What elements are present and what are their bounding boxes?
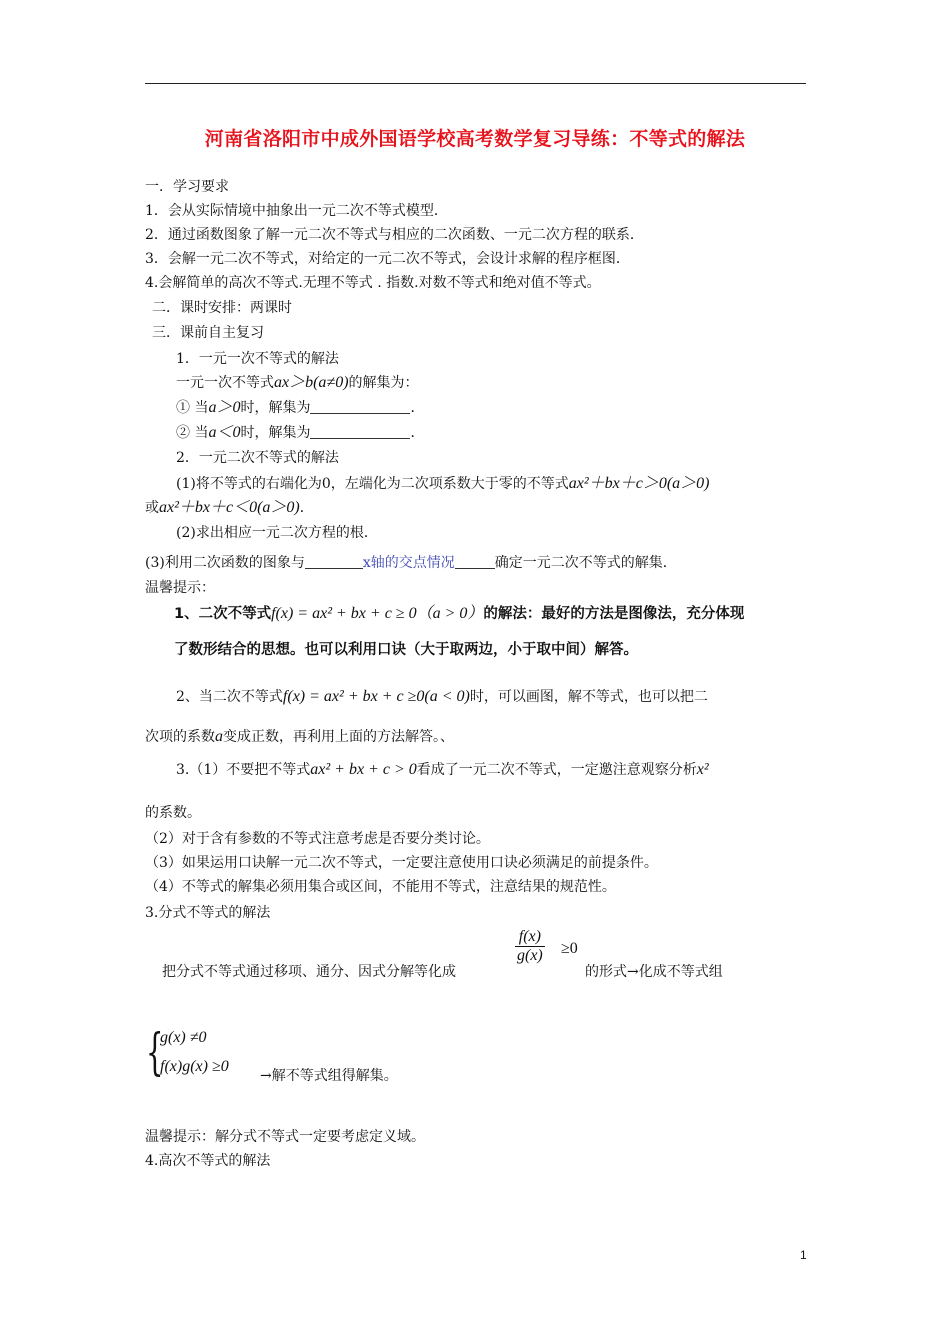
tip-2-c-post: 变成正数，再利用上面的方法解答。、 — [223, 729, 454, 745]
step-3-blank-right[interactable] — [455, 554, 495, 569]
section-1-heading: 一．学习要求 — [145, 179, 229, 195]
case-2-line — [176, 423, 424, 443]
tip-3-math: ax² + bx + c > 0 — [310, 761, 417, 778]
tip-2-post: 时，可以画图，解不等式，也可以把二 — [469, 689, 708, 705]
requirement-1: 1．会从实际情境中抽象出一元二次不等式模型． — [145, 203, 448, 219]
tip-1-math: f(x) = ax² + bx + c ≥ 0（a > 0） — [271, 605, 484, 622]
tip-1-line — [174, 604, 744, 624]
tip-3-math-2: x² — [696, 761, 709, 778]
step-1-continued — [145, 498, 314, 518]
tip-3-pre: 3.（1）不要把不等式 — [176, 762, 311, 778]
tip-3-post: 看成了一元二次不等式，一定邀注意观察分析 — [416, 762, 697, 778]
subsection-linear: 1．一元一次不等式的解法 — [176, 351, 339, 367]
tip-1-continued: 了数形结合的思想。也可以利用口诀（大于取两边，小于取中间）解答。 — [174, 642, 638, 658]
tip-2-pre: 2、当二次不等式 — [176, 689, 283, 705]
tip-1-post: 的解法：最好的方法是图像法，充分体现 — [483, 606, 745, 622]
linear-text-post: 的解集为： — [348, 375, 419, 391]
tip-2-math: f(x) = ax² + bx + c ≥0(a < 0) — [282, 688, 470, 705]
section-2-heading: 二．课时安排：两课时 — [152, 300, 292, 316]
fractional-line-post: 的形式→化成不等式组 — [585, 964, 723, 980]
case-1-math: a＞0 — [208, 399, 241, 416]
tip-2-c-math: a — [215, 728, 223, 745]
page-title: 河南省洛阳市中成外国语学校高考数学复习导练：不等式的解法 — [204, 128, 746, 150]
step-1-math-2: ax²＋bx＋c＜0(a＞0) — [159, 499, 300, 516]
case-1-line — [176, 398, 424, 418]
page-number: 1 — [800, 1248, 807, 1262]
step-1-line — [176, 474, 710, 494]
linear-math: ax＞b(a≠0) — [274, 374, 349, 391]
fraction-numerator: f(x) — [515, 928, 545, 947]
fractional-line-pre: 把分式不等式通过移项、通分、因式分解等化成 — [162, 964, 456, 980]
case-2-pre: ② 当 — [176, 425, 209, 441]
tip-3-line — [176, 760, 709, 780]
section-3-heading: 三．课前自主复习 — [152, 325, 264, 341]
tip-2-c-pre: 次项的系数 — [145, 729, 215, 745]
system-line-2: f(x)g(x) ≥0 — [160, 1058, 229, 1075]
fraction-denominator: g(x) — [517, 947, 543, 964]
case-2-blank[interactable] — [310, 424, 410, 439]
step-1-math: ax²＋bx＋c＞0(a＞0) — [568, 475, 710, 492]
case-2-math: a＜0 — [208, 424, 241, 441]
fraction-ge-zero: ≥0 — [561, 940, 578, 957]
header-rule — [145, 83, 806, 84]
step-3-blank-left[interactable] — [305, 554, 363, 569]
step-1-period: ． — [299, 500, 314, 516]
tip-3-item-2: （2）对于含有参数的不等式注意考虑是否要分类讨论。 — [145, 831, 490, 847]
case-1-blank[interactable] — [310, 399, 410, 414]
step-3-post: 确定一元二次不等式的解集． — [494, 555, 677, 571]
subsection-fractional: 3.分式不等式的解法 — [145, 905, 271, 921]
step-3-answer: x轴的交点情况 — [362, 555, 455, 571]
tip-1-pre: 1、二次不等式 — [174, 606, 272, 622]
subsection-higher-order: 4.高次不等式的解法 — [145, 1153, 271, 1169]
step-3-line — [145, 553, 677, 573]
linear-text-pre: 一元一次不等式 — [176, 375, 274, 391]
tip-3-item-4: （4）不等式的解集必须用集合或区间，不能用不等式，注意结果的规范性。 — [145, 879, 616, 895]
tip-label: 温馨提示： — [145, 580, 215, 596]
step-2-line: (2)求出相应一元二次方程的根． — [176, 525, 378, 541]
case-1-pre: ① 当 — [176, 400, 209, 416]
requirement-2: 2．通过函数图象了解一元二次不等式与相应的二次函数、一元二次方程的联系． — [145, 227, 644, 243]
step-1-or: 或 — [145, 500, 159, 516]
system-brace: { — [146, 1023, 164, 1081]
tip-2-continued — [145, 727, 454, 747]
tip-3-continued: 的系数。 — [145, 805, 201, 821]
fraction-expression — [515, 928, 545, 965]
step-1-text: (1)将不等式的右端化为0，左端化为二次项系数大于零的不等式 — [176, 476, 569, 492]
tip-2-line — [176, 687, 708, 707]
requirement-4: 4.会解简单的高次不等式.无理不等式 . 指数.对数不等式和绝对值不等式。 — [145, 275, 601, 291]
linear-inequality-line — [176, 373, 419, 393]
fractional-tip: 温馨提示：解分式不等式一定要考虑定义域。 — [145, 1129, 425, 1145]
step-3-pre: (3)利用二次函数的图象与 — [145, 555, 305, 571]
tip-3-item-3: （3）如果运用口诀解一元二次不等式，一定要注意使用口诀必须满足的前提条件。 — [145, 855, 658, 871]
case-2-period: ． — [410, 425, 425, 441]
system-post-text: →解不等式组得解集。 — [260, 1068, 398, 1084]
case-1-post: 时，解集为 — [240, 400, 311, 416]
requirement-3: 3．会解一元二次不等式，对给定的一元二次不等式，会设计求解的程序框图． — [145, 251, 630, 267]
system-line-1: g(x) ≠0 — [160, 1029, 207, 1046]
case-2-post: 时，解集为 — [240, 425, 311, 441]
subsection-quadratic: 2．一元二次不等式的解法 — [176, 450, 339, 466]
case-1-period: ． — [410, 400, 425, 416]
